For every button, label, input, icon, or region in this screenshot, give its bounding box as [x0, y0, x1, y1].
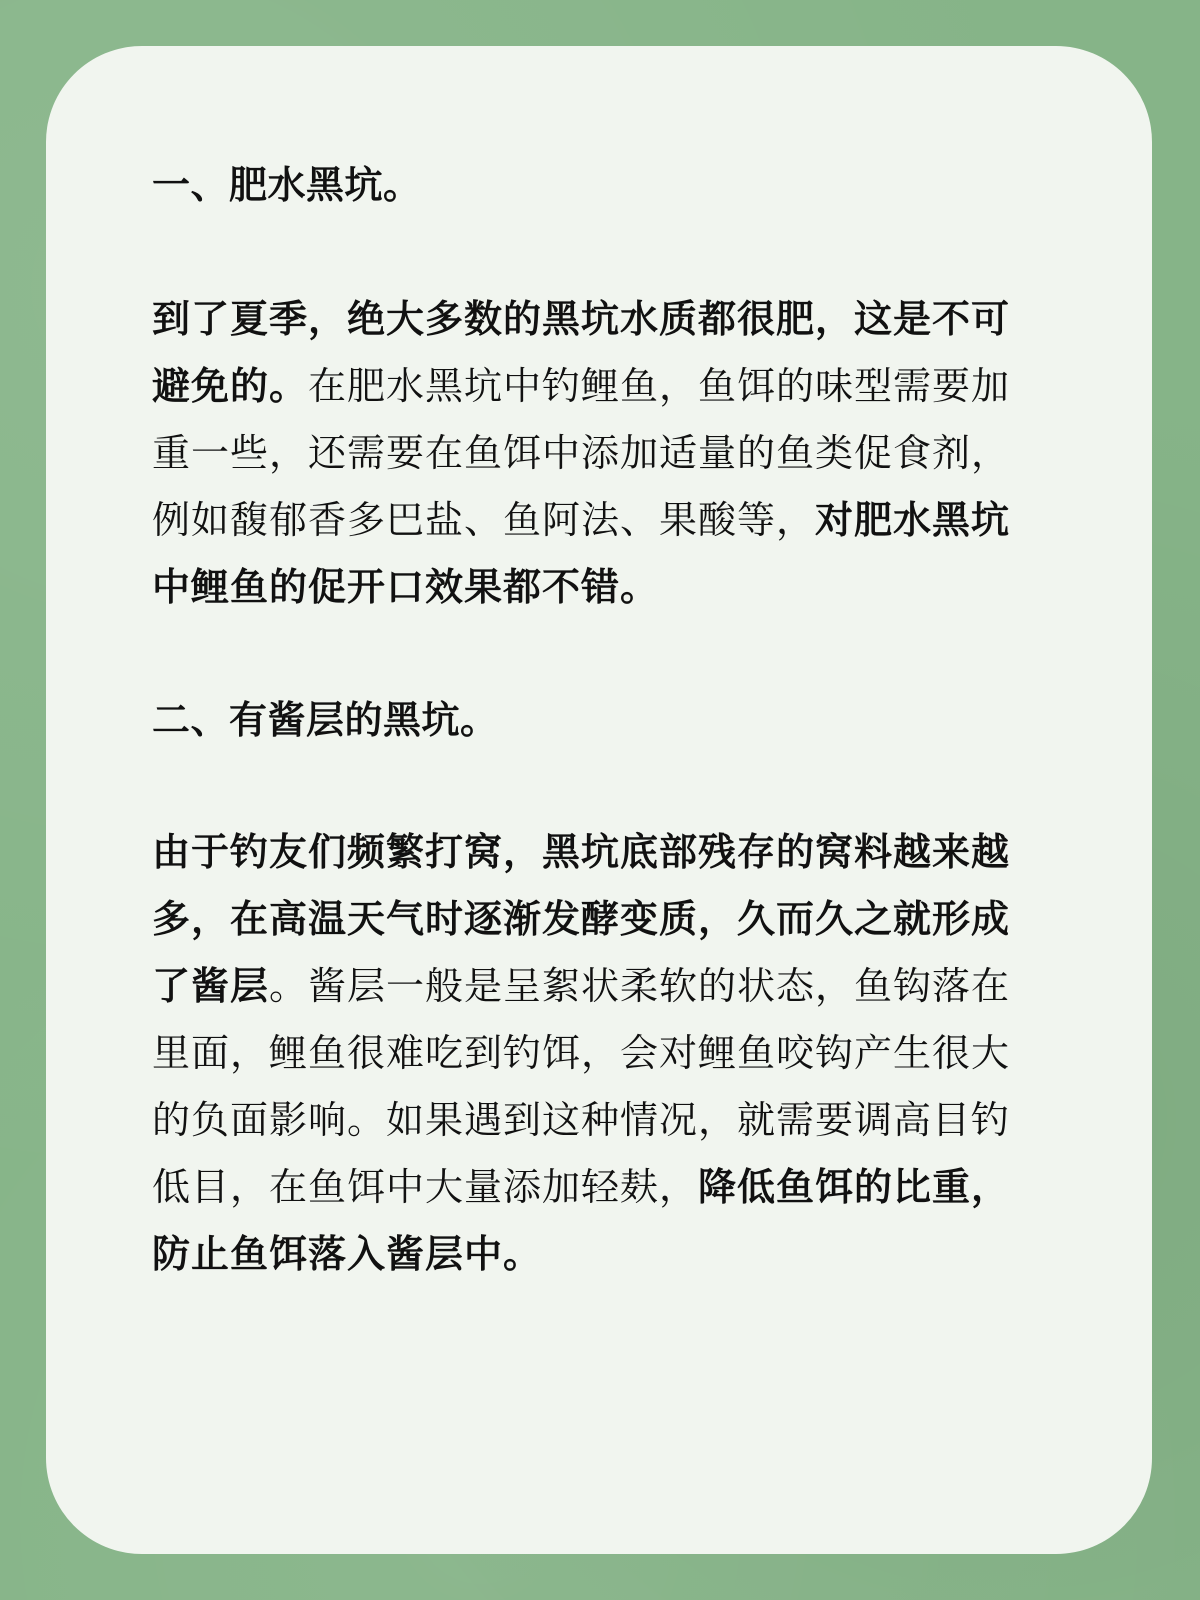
paragraph-2-bold-tail: 降低鱼饵的比重，防止鱼饵落入酱层中。 [152, 1165, 1011, 1276]
paragraph-1-bold-tail: 对肥水黑坑中鲤鱼的促开口效果都不错。 [152, 498, 1011, 609]
paragraph-1-bold-lead: 到了夏季，绝大多数的黑坑水质都很肥，这是不可避免的。 [152, 297, 1011, 408]
section-paragraph-1 [152, 286, 1048, 621]
paragraph-2-bold-lead: 由于钓友们频繁打窝，黑坑底部残存的窝料越来越多，在高温天气时逐渐发酵变质，久而久之就形成了酱层 [152, 830, 1011, 1008]
section-heading-2: 二、有酱层的黑坑。 [152, 698, 499, 742]
section-paragraph-2 [152, 819, 1048, 1288]
paragraph-2-body: 。酱层一般是呈絮状柔软的状态，鱼钩落在里面，鲤鱼很难吃到钓饵，会对鲤鱼咬钩产生很大的负面影响。如果遇到这种情况，就需要调高目钓低目，在鱼饵中大量添加轻麸， [152, 964, 1011, 1209]
paragraph-1-body: 在肥水黑坑中钓鲤鱼，鱼饵的味型需要加重一些，还需要在鱼饵中添加适量的鱼类促食剂，例如馥郁香多巴盐、鱼阿法、果酸等， [152, 364, 1011, 542]
content-card [46, 46, 1152, 1554]
section-heading-1: 一、肥水黑坑。 [152, 163, 422, 207]
